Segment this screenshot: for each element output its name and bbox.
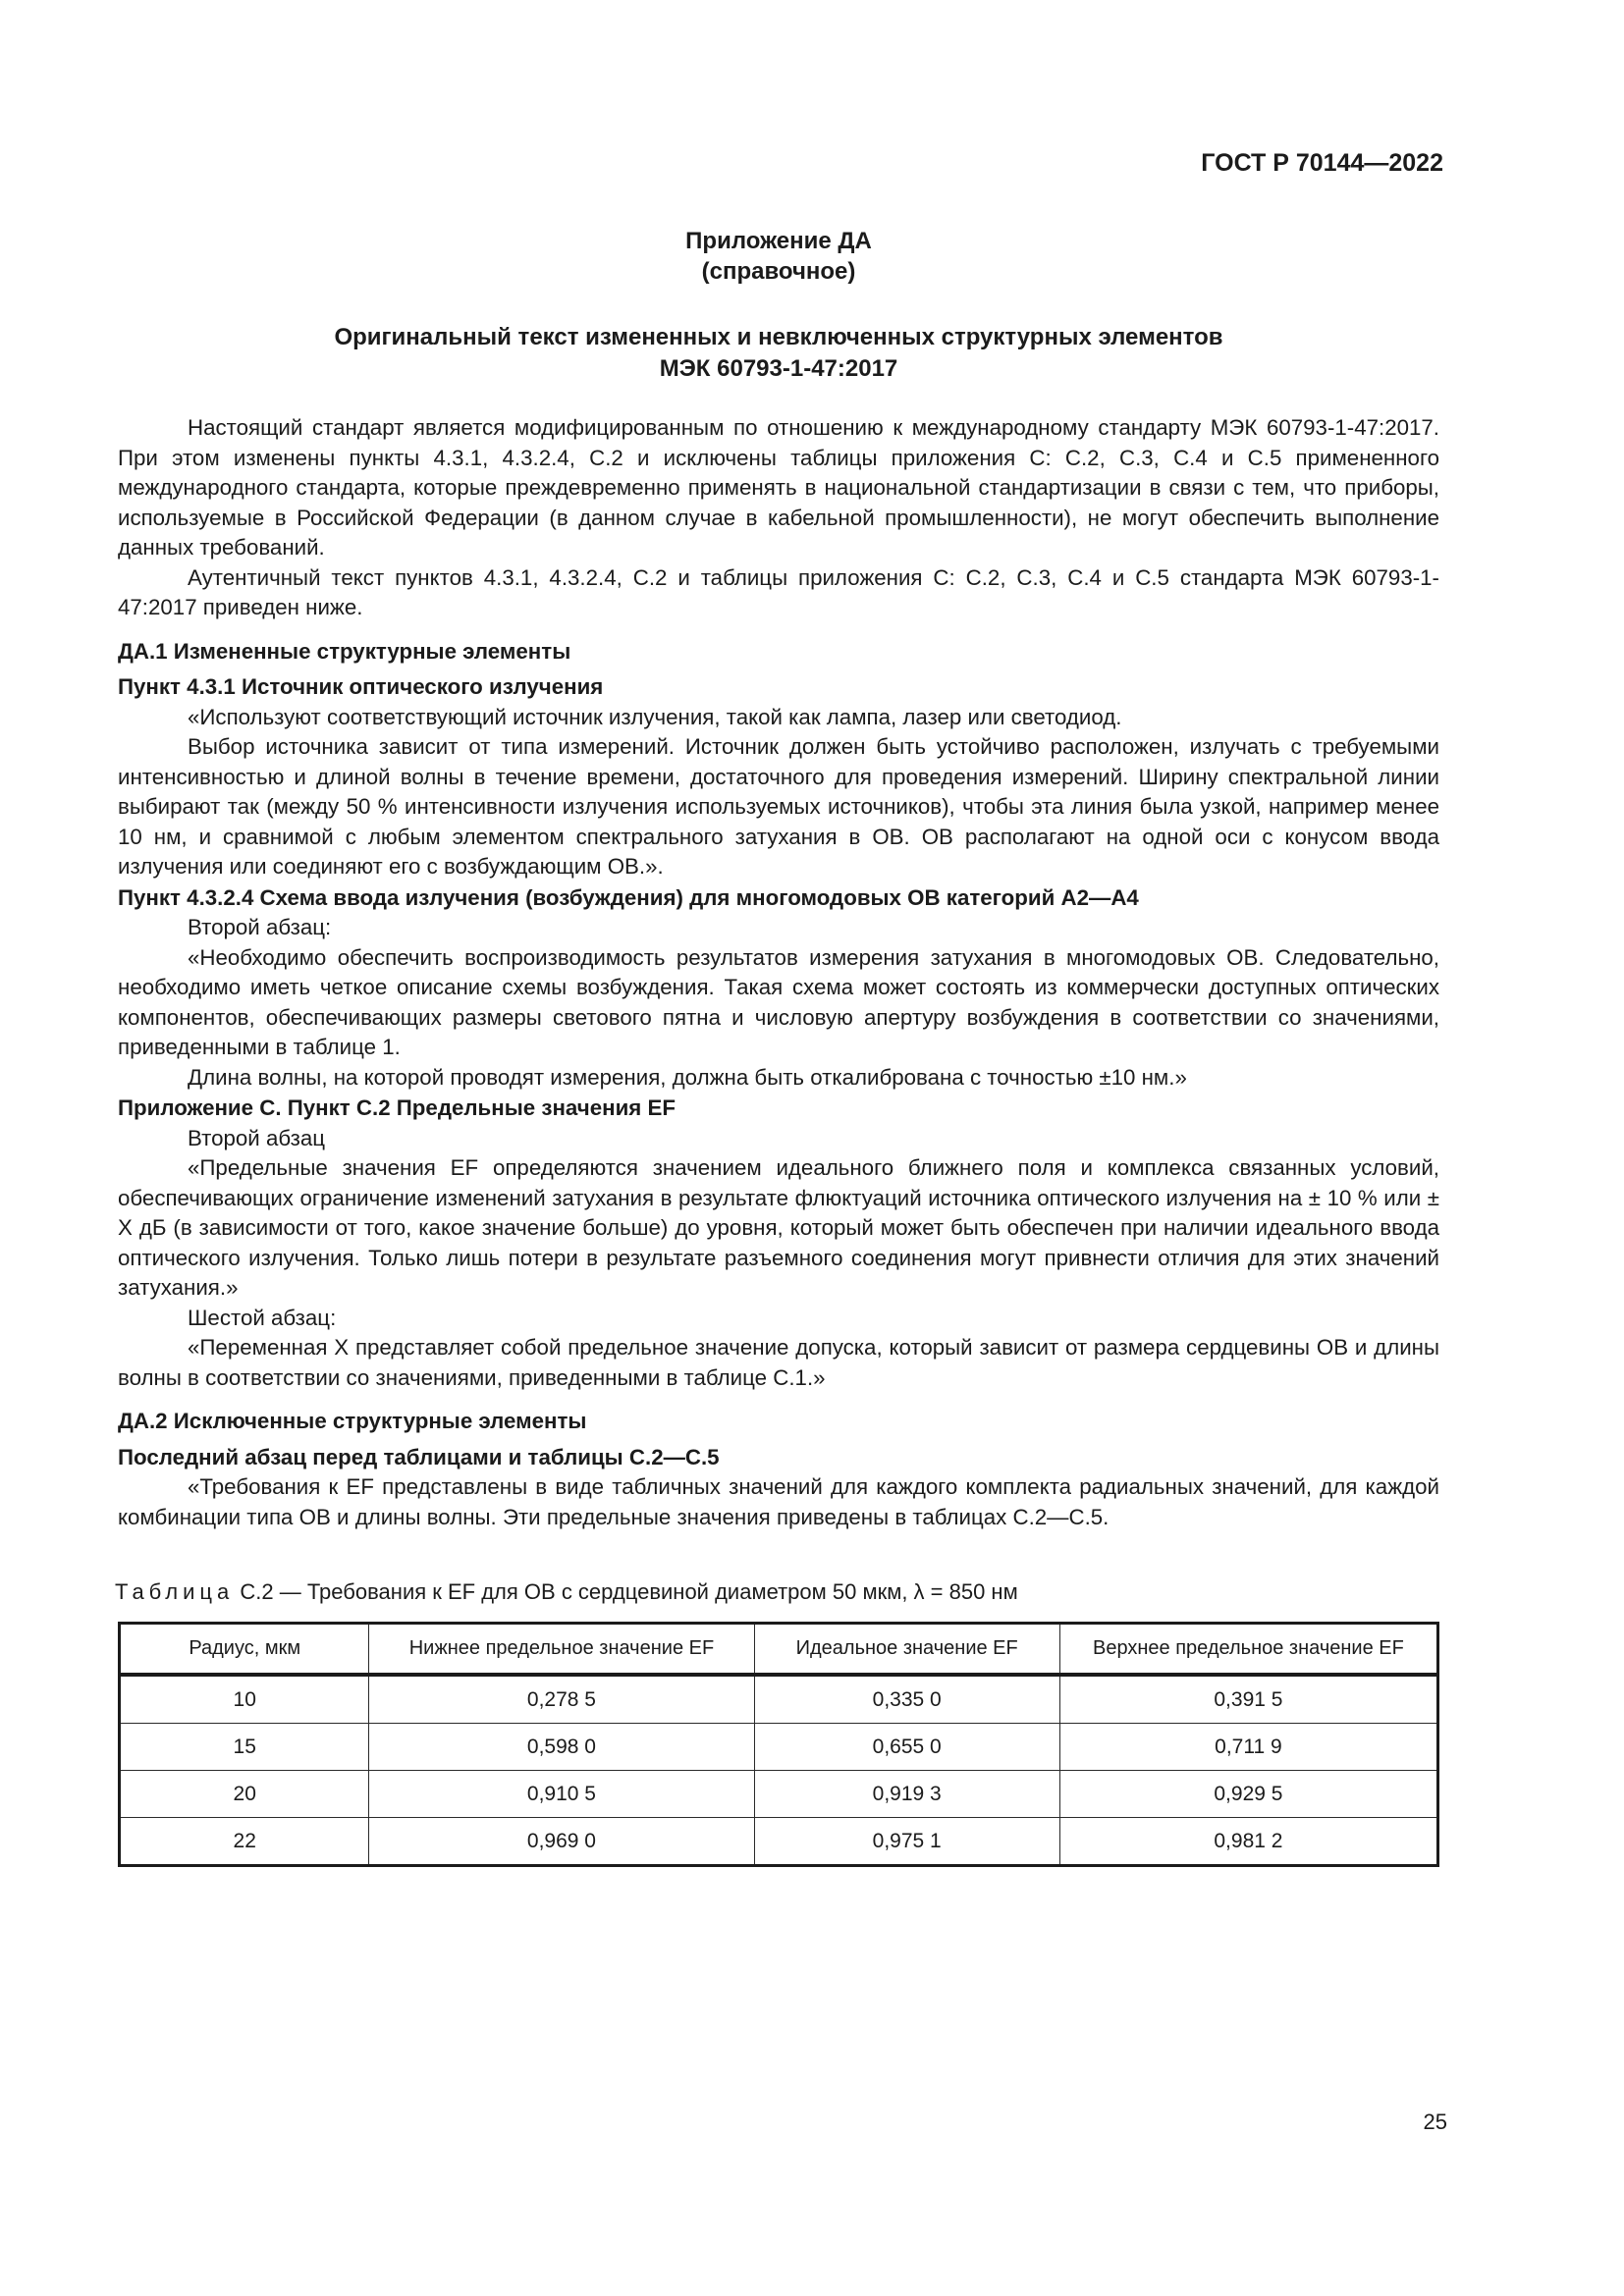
- table-row: [120, 1675, 1438, 1724]
- annex-title: Приложение ДА: [685, 228, 872, 254]
- section-heading-da2: ДА.2 Исключенные структурные элементы: [118, 1409, 587, 1433]
- table-row: [120, 1724, 1438, 1771]
- table-cell: 15: [120, 1724, 369, 1771]
- clause-c2-paragraph-2: «Переменная X представляет собой предельное значение допуска, который зависит от размера сердцевины ОВ и длины волны в соответствии со значениями, приведенными в таблице С.1.»: [118, 1335, 1439, 1390]
- table-caption: [115, 1579, 1018, 1605]
- table-cell: 0,910 5: [369, 1771, 754, 1818]
- table-caption-word: Таблица: [115, 1579, 235, 1604]
- clause-4-3-2-4-paragraph-1: «Необходимо обеспечить воспроизводимость результатов измерения затухания в многомодовых ОВ. Следовательно, необходимо иметь четкое описание схемы возбуждения. Такая схема может состоять из коммерчески доступных оптических компонентов, обеспечивающих размеры светового пятна и числовую апертуру возбуждения в соответствии со значениями, приведенными в таблице 1.: [118, 944, 1439, 1059]
- table-cell: 10: [120, 1675, 369, 1724]
- table-cell: 0,711 9: [1059, 1724, 1437, 1771]
- table-row: [120, 1771, 1438, 1818]
- table-cell: 0,975 1: [754, 1818, 1059, 1866]
- main-title-line-1: Оригинальный текст измененных и невключенных структурных элементов: [334, 324, 1223, 350]
- body-text: [118, 413, 1439, 1532]
- clause-heading-c2: Приложение С. Пункт С.2 Предельные значения EF: [118, 1095, 676, 1120]
- table-header-row: [120, 1624, 1438, 1676]
- section-heading-da1: ДА.1 Измененные структурные элементы: [118, 638, 571, 664]
- table-cell: 0,598 0: [369, 1724, 754, 1771]
- table-header-cell: Нижнее предельное значение EF: [369, 1624, 754, 1676]
- clause-4-3-2-4-paragraph-2: Длина волны, на которой проводят измерения, должна быть откалибрована с точностью ±10 нм.»: [188, 1064, 1187, 1090]
- table-cell: 0,278 5: [369, 1675, 754, 1724]
- table-row: [120, 1818, 1438, 1866]
- table-cell: 22: [120, 1818, 369, 1866]
- table-cell: 20: [120, 1771, 369, 1818]
- document-code: ГОСТ Р 70144—2022: [1201, 149, 1443, 177]
- table-cell: 0,391 5: [1059, 1675, 1437, 1724]
- clause-4-3-1-paragraph-2: Выбор источника зависит от типа измерений. Источник должен быть устойчиво расположен, излучать с требуемыми интенсивностью и длиной волны в течение времени, достаточного для проведения измерений. Ширину спектральной линии выбирают так (между 50 % интенсивности излучения используемых источников), чтобы эта линия была узкой, например менее 10 нм, и сравнимой с любым элементом спектрального затухания в ОВ. ОВ располагают на одной оси с конусом ввода излучения или соединяют его с возбуждающим ОВ.».: [118, 734, 1439, 879]
- table-header-cell: Радиус, мкм: [120, 1624, 369, 1676]
- main-title-line-2: МЭК 60793-1-47:2017: [659, 355, 898, 382]
- clause-c2-paragraph-1: «Предельные значения EF определяются значением идеального ближнего поля и комплекса связанных условий, обеспечивающих ограничение изменений затухания в результате флюктуаций источника оптического излучения на ± 10 % или ± X дБ (в зависимости от того, какое значение больше) до уровня, который может быть обеспечен при наличии идеального ввода оптического излучения. Только лишь потери в результате разъемного соединения могут привнести отличия для этих значений затухания.»: [118, 1155, 1439, 1300]
- annex-type: (справочное): [701, 258, 856, 285]
- clause-4-3-2-4-subheading: Второй абзац:: [188, 915, 332, 939]
- clause-c2-subheading-2: Шестой абзац:: [188, 1305, 337, 1330]
- clause-4-3-1-paragraph-1: «Используют соответствующий источник излучения, такой как лампа, лазер или светодиод.: [188, 704, 1122, 729]
- intro-paragraph-2: Аутентичный текст пунктов 4.3.1, 4.3.2.4, С.2 и таблицы приложения С: С.2, С.3, С.4 и С.5 стандарта МЭК 60793-1-47:2017 приведен ниже.: [118, 564, 1439, 619]
- page-number: 25: [1423, 2109, 1447, 2134]
- clause-heading-4-3-2-4: Пункт 4.3.2.4 Схема ввода излучения (возбуждения) для многомодовых ОВ категорий А2—А4: [118, 884, 1139, 910]
- table-cell: 0,919 3: [754, 1771, 1059, 1818]
- intro-paragraph-1: Настоящий стандарт является модифицированным по отношению к международному стандарту МЭК 60793-1-47:2017. При этом изменены пункты 4.3.1, 4.3.2.4, С.2 и исключены таблицы приложения С: С.2, С.3, С.4 и С.5 примененного международного стандарта, которые преждевременно применять в национальной стандартизации в связи с тем, что приборы, используемые в Российской Федерации (в данном случае в кабельной промышленности), не могут обеспечить выполнение данных требований.: [118, 415, 1439, 560]
- table-header-cell: Идеальное значение EF: [754, 1624, 1059, 1676]
- table-cell: 0,655 0: [754, 1724, 1059, 1771]
- table-caption-text: С.2 — Требования к EF для ОВ с сердцевиной диаметром 50 мкм, λ = 850 нм: [240, 1579, 1018, 1604]
- table-header-cell: Верхнее предельное значение EF: [1059, 1624, 1437, 1676]
- table-cell: 0,929 5: [1059, 1771, 1437, 1818]
- da2-subheading: Последний абзац перед таблицами и таблицы С.2—С.5: [118, 1444, 720, 1469]
- da2-paragraph-1: «Требования к EF представлены в виде табличных значений для каждого комплекта радиальных значений, для каждой комбинации типа ОВ и длины волны. Эти предельные значения приведены в таблицах С.2—С.5.: [118, 1474, 1439, 1529]
- clause-heading-4-3-1: Пункт 4.3.1 Источник оптического излучения: [118, 674, 604, 699]
- ef-table: [118, 1622, 1439, 1867]
- clause-c2-subheading-1: Второй абзац: [188, 1125, 326, 1150]
- table-cell: 0,335 0: [754, 1675, 1059, 1724]
- table-cell: 0,981 2: [1059, 1818, 1437, 1866]
- table-cell: 0,969 0: [369, 1818, 754, 1866]
